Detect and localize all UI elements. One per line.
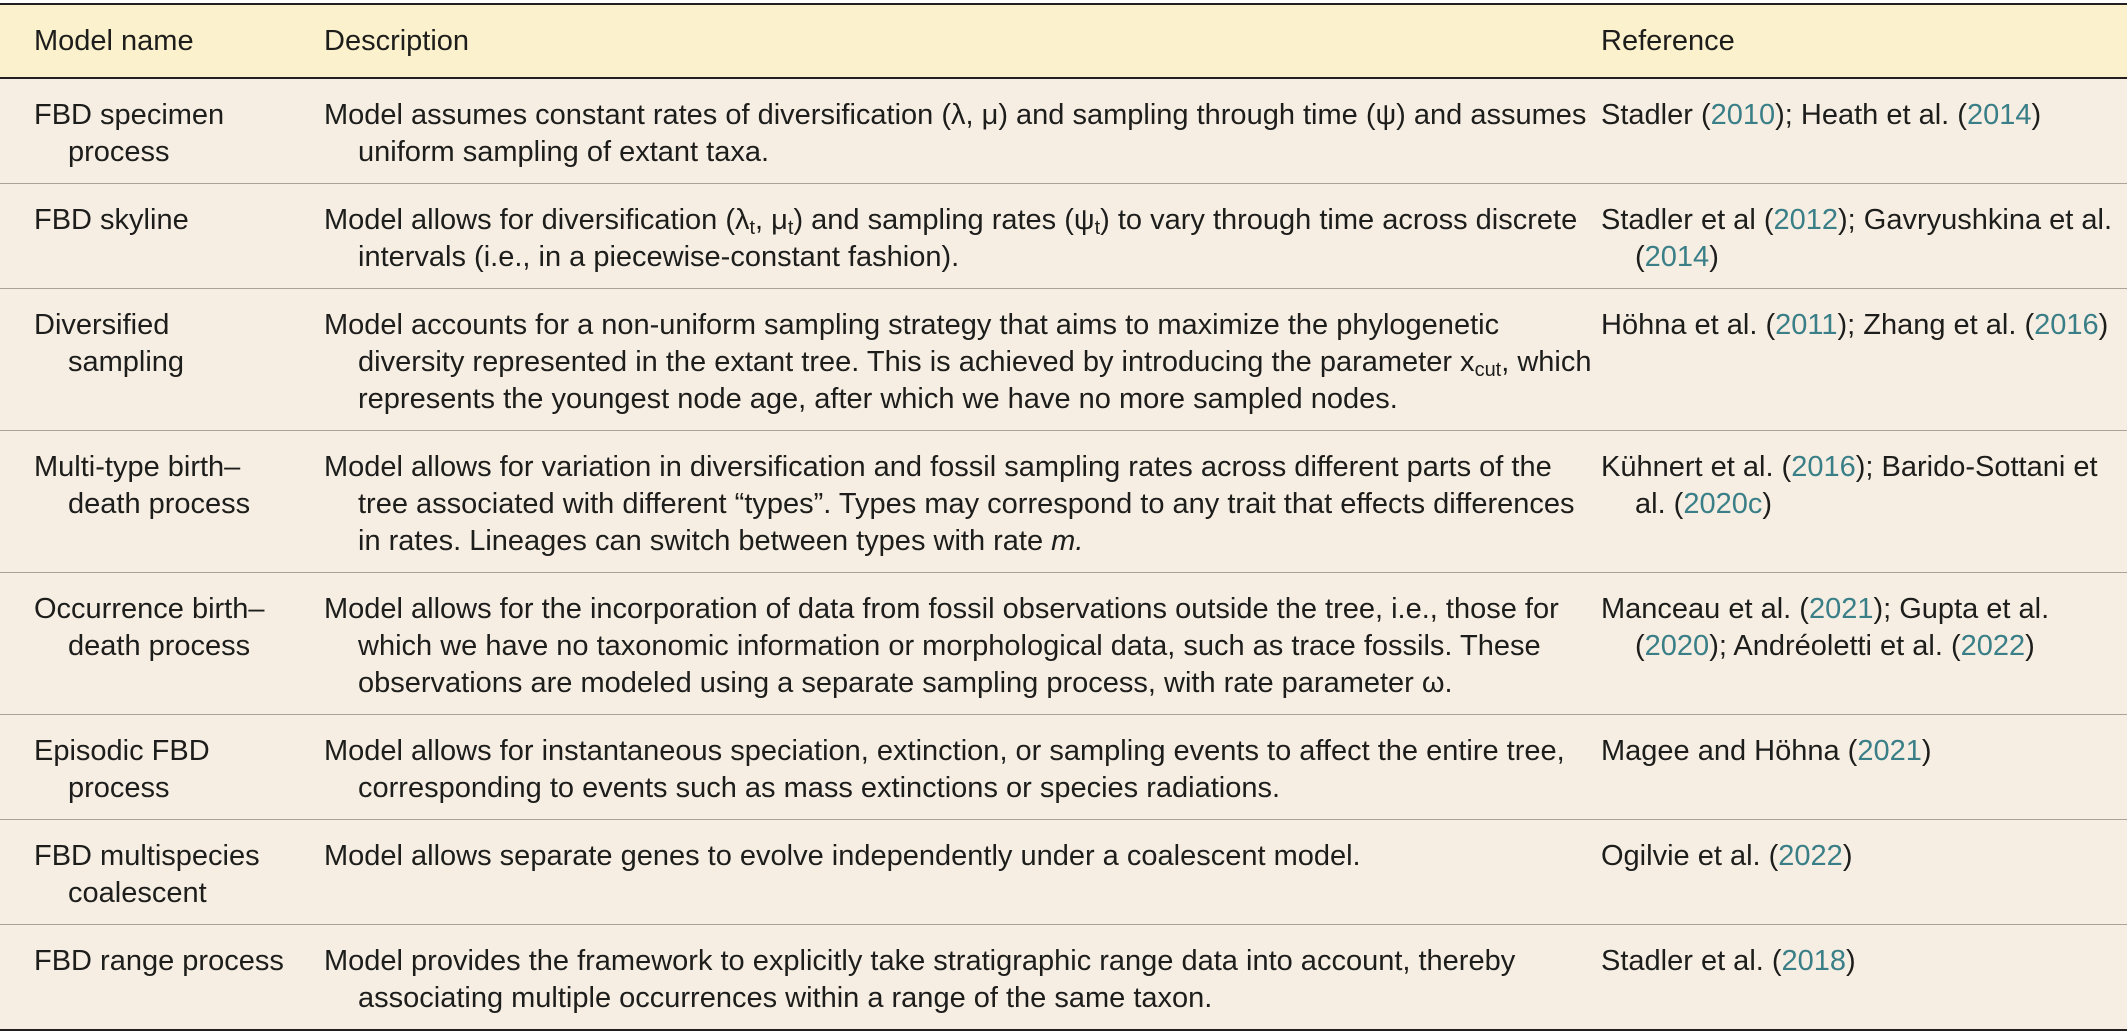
reference-punct: );	[1709, 630, 1734, 662]
models-table	[0, 3, 2127, 1031]
reference-author: Gavryushkina et al. (	[1635, 204, 2113, 273]
reference-year-link[interactable]: 2011	[1775, 309, 1838, 341]
reference-author: Höhna et al. (	[1601, 309, 1776, 341]
description-cell: Model assumes constant rates of diversification (λ, μ) and sampling through time (ψ) and assumes uniform sampling of extant taxa.	[324, 99, 1587, 168]
reference-author: Manceau et al. (	[1601, 593, 1809, 625]
model-name-cell: Multi-type birth–death process	[34, 451, 251, 520]
reference-cell	[1601, 79, 2127, 183]
description-cell: Model allows for the incorporation of data from fossil observations outside the tree, i.e., those for which we have no taxonomic information or morphological data, such as trace fossils. These observations are modeled using a separate sampling process, with rate parameter ω.	[324, 593, 1559, 699]
reference-author: Gupta et al. (	[1635, 593, 2050, 662]
reference-author: Heath et al. (	[1800, 99, 1967, 131]
reference-cell	[1601, 431, 2127, 572]
reference-cell	[1601, 715, 2127, 819]
table-row	[0, 184, 2127, 289]
reference-punct: )	[2025, 630, 2035, 662]
reference-year-link[interactable]: 2018	[1781, 945, 1847, 977]
reference-author: Stadler (	[1601, 99, 1711, 131]
header-reference: Reference	[1601, 24, 1735, 57]
reference-punct: );	[1837, 309, 1864, 341]
reference-year-link[interactable]: 2016	[1791, 451, 1856, 483]
reference-author: Magee and Höhna (	[1601, 735, 1858, 767]
reference-author: Kühnert et al. (	[1601, 451, 1792, 483]
reference-punct: )	[1709, 241, 1719, 273]
header-description: Description	[324, 24, 470, 57]
table-header	[0, 5, 2127, 79]
reference-year-link[interactable]: 2010	[1710, 99, 1776, 131]
reference-punct: )	[1762, 488, 1773, 520]
reference-punct: )	[2098, 309, 2109, 341]
model-name-cell: FBD skyline	[34, 204, 189, 236]
reference-punct: );	[1838, 204, 1864, 236]
table-row	[0, 79, 2127, 184]
reference-year-link[interactable]: 2014	[1966, 99, 2032, 131]
reference-cell	[1601, 289, 2127, 430]
reference-cell	[1601, 573, 2127, 714]
table-body	[0, 79, 2127, 1031]
reference-year-link[interactable]: 2021	[1857, 735, 1922, 767]
model-name-cell: FBD multispecies coalescent	[34, 840, 260, 909]
reference-author: Zhang et al. (	[1863, 309, 2035, 341]
reference-punct: );	[1855, 451, 1882, 483]
reference-author: Barido-Sottani et al. (	[1635, 451, 2098, 520]
model-name-cell: Occurrence birth–death process	[34, 593, 265, 662]
reference-punct: )	[1846, 945, 1856, 977]
model-name-cell: FBD range process	[34, 945, 284, 977]
reference-year-link[interactable]: 2020	[1644, 630, 1710, 662]
reference-cell	[1601, 925, 2127, 1029]
model-name-cell: FBD specimen process	[34, 99, 225, 168]
model-name-cell: Diversified sampling	[34, 309, 185, 378]
table-row	[0, 715, 2127, 820]
reference-cell	[1601, 820, 2127, 924]
reference-year-link[interactable]: 2012	[1773, 204, 1838, 236]
reference-year-link[interactable]: 2020c	[1683, 488, 1763, 520]
reference-year-link[interactable]: 2022	[1778, 840, 1843, 872]
reference-year-link[interactable]: 2014	[1644, 241, 1710, 273]
reference-punct: )	[1842, 840, 1853, 872]
reference-year-link[interactable]: 2022	[1960, 630, 2026, 662]
reference-punct: )	[1921, 735, 1932, 767]
reference-punct: );	[1873, 593, 1900, 625]
description-cell: Model provides the framework to explicitly take stratigraphic range data into account, thereby associating multiple occurrences within a range of the same taxon.	[324, 945, 1516, 1014]
description-cell: Model allows for instantaneous speciation, extinction, or sampling events to affect the entire tree, corresponding to events such as mass extinctions or species radiations.	[324, 735, 1565, 804]
description-cell: Model allows separate genes to evolve independently under a coalescent model.	[324, 840, 1361, 872]
description-cell: Model allows for variation in diversification and fossil sampling rates across different parts of the tree associated with different “types”. Types may correspond to any trait that effects differences in rates. Lineages can switch between types with rate m.	[324, 451, 1575, 557]
table-row	[0, 925, 2127, 1031]
reference-punct: );	[1775, 99, 1801, 131]
description-cell: Model allows for diversification ($\lambda_t$, $\mu_t$) and sampling rates $(\psi_t)$ to vary through time across discrete intervals (i.e., in a piecewise-constant fashion).	[324, 204, 1578, 273]
reference-cell	[1601, 184, 2127, 288]
reference-year-link[interactable]: 2016	[2034, 309, 2099, 341]
reference-author: Stadler et al. (	[1601, 945, 1782, 977]
table-row	[0, 431, 2127, 573]
model-name-cell: Episodic FBD process	[34, 735, 210, 804]
table-row	[0, 820, 2127, 925]
reference-author: Andréoletti et al. (	[1733, 630, 1961, 662]
table-row	[0, 289, 2127, 431]
reference-punct: )	[2031, 99, 2042, 131]
reference-author: Ogilvie et al. (	[1601, 840, 1779, 872]
reference-author: Stadler et al (	[1601, 204, 1774, 236]
header-model-name: Model name	[34, 24, 194, 57]
reference-year-link[interactable]: 2021	[1808, 593, 1874, 625]
description-cell: Model accounts for a non-uniform sampling strategy that aims to maximize the phylogenetic diversity represented in the extant tree. This is achieved by introducing the parameter $x_{cut}$, which represents the youngest node age, after which we have no more sampled nodes.	[324, 309, 1592, 415]
table-row	[0, 573, 2127, 715]
